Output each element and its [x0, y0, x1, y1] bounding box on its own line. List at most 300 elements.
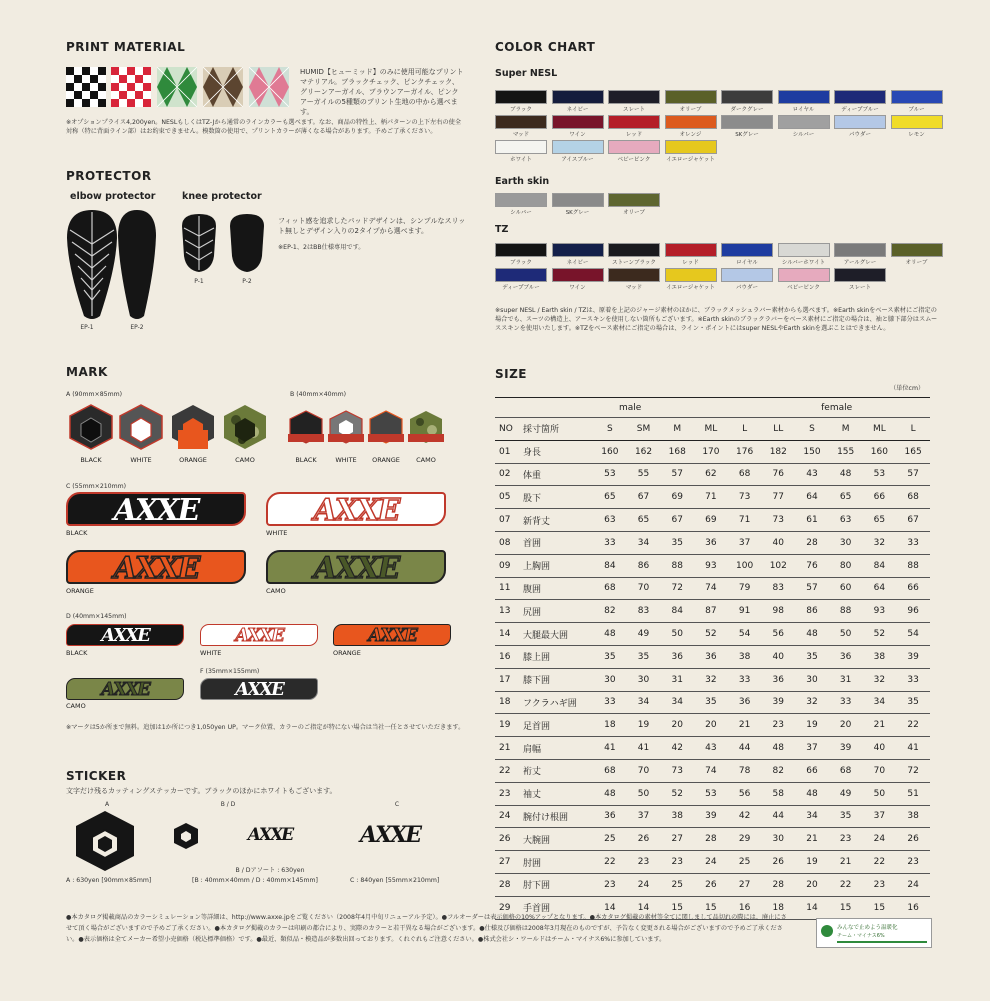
size-cell: 38 — [728, 645, 762, 668]
color-swatch — [891, 115, 943, 129]
size-cell: 67 — [660, 509, 694, 532]
table-row — [495, 828, 930, 851]
size-cell: 70 — [863, 759, 897, 782]
color-swatch-label: ロイヤル — [736, 260, 758, 266]
table-row — [495, 600, 930, 623]
size-cell: 96 — [896, 600, 930, 623]
table-row — [495, 691, 930, 714]
size-cell: 82 — [761, 759, 795, 782]
team-minus-rule — [837, 941, 927, 943]
size-col-header: 採寸箇所 — [523, 418, 593, 441]
mark-b-white-label: WHITE — [335, 456, 357, 464]
size-cell: 34 — [627, 531, 661, 554]
size-group-header — [495, 398, 930, 418]
size-cell: 84 — [593, 554, 627, 577]
color-swatch — [608, 140, 660, 154]
size-cell: 57 — [795, 577, 829, 600]
size-cell: 33 — [593, 531, 627, 554]
mark-d-black-logo: AXXE — [66, 624, 184, 646]
size-cell: 35 — [593, 645, 627, 668]
mark-d-camo-logo: AXXE — [66, 678, 184, 700]
size-cell: 33 — [896, 531, 930, 554]
size-cell: 27 — [728, 873, 762, 896]
size-cell: 40 — [863, 737, 897, 760]
size-cell: 56 — [761, 623, 795, 646]
p2-label: P-2 — [242, 278, 252, 285]
size-cell: 身長 — [523, 440, 593, 463]
size-cell: 32 — [863, 668, 897, 691]
color-swatch — [495, 193, 547, 207]
size-cell: 78 — [728, 759, 762, 782]
color-swatch-label: ベビーピンク — [617, 157, 651, 163]
size-cell: 71 — [728, 509, 762, 532]
size-cell: 64 — [795, 486, 829, 509]
size-cell: 19 — [795, 851, 829, 874]
size-cell: 裄丈 — [523, 759, 593, 782]
color-swatch — [721, 268, 773, 282]
size-cell: 14 — [795, 896, 829, 919]
elbow-protector-label: elbow protector — [70, 191, 156, 202]
mark-b-black-label: BLACK — [295, 456, 317, 464]
size-cell: 73 — [660, 759, 694, 782]
mark-c-orange-label: ORANGE — [66, 587, 94, 595]
team-minus-text2: チーム・マイナス6% — [837, 933, 885, 939]
size-cell: 28 — [694, 828, 728, 851]
color-swatch — [608, 243, 660, 257]
mark-title: MARK — [66, 365, 108, 379]
mark-a-black-label: BLACK — [80, 456, 102, 464]
size-cell: 52 — [694, 623, 728, 646]
color-swatch — [834, 115, 886, 129]
size-col-header: LL — [761, 418, 795, 441]
table-row — [495, 873, 930, 896]
size-cell: 36 — [593, 805, 627, 828]
color-swatch-label: パウダー — [736, 285, 758, 291]
size-cell: 大腿最大囲 — [523, 623, 593, 646]
size-cell: 40 — [761, 531, 795, 554]
mark-f-logo: AXXE — [200, 678, 318, 700]
size-cell: 32 — [863, 531, 897, 554]
mark-a-size: A (90mm×85mm) — [66, 391, 123, 398]
color-swatch — [721, 243, 773, 257]
color-swatch — [495, 115, 547, 129]
size-cell: 25 — [660, 873, 694, 896]
color-swatch — [665, 115, 717, 129]
size-cell: 14 — [627, 896, 661, 919]
size-cell: 61 — [795, 509, 829, 532]
size-cell: 35 — [896, 691, 930, 714]
male-header: male — [593, 398, 795, 418]
mark-d-camo-label: CAMO — [66, 702, 86, 710]
size-cell: 34 — [660, 691, 694, 714]
size-cell: 66 — [795, 759, 829, 782]
color-swatch-label: マッド — [512, 132, 530, 138]
size-cell: 69 — [694, 509, 728, 532]
size-cell: 38 — [863, 645, 897, 668]
size-cell: 15 — [829, 896, 863, 919]
size-cell: 膝下囲 — [523, 668, 593, 691]
size-cell: 23 — [863, 873, 897, 896]
size-cell: 160 — [593, 440, 627, 463]
size-cell: 23 — [593, 873, 627, 896]
size-cell: 84 — [863, 554, 897, 577]
size-cell: 23 — [495, 782, 523, 805]
table-row — [495, 737, 930, 760]
green-argyle-swatch — [157, 67, 197, 107]
size-cell: 88 — [829, 600, 863, 623]
size-cell: 52 — [660, 782, 694, 805]
mark-c-white-label: WHITE — [266, 529, 288, 537]
protector-desc: フィット感を追求したパッドデザインは、シンプルなスリット無しとデザイン入りの2タイプから選べます。 — [278, 217, 466, 235]
table-row — [495, 623, 930, 646]
size-cell: 23 — [761, 714, 795, 737]
size-cell: 73 — [761, 509, 795, 532]
size-cell: 84 — [660, 600, 694, 623]
color-swatch-label: マッド — [625, 285, 643, 291]
mark-a-camo — [222, 404, 268, 450]
color-swatch-label: SKグレー — [565, 210, 590, 216]
color-swatch — [778, 115, 830, 129]
size-cell: 34 — [863, 691, 897, 714]
size-cell: 36 — [660, 645, 694, 668]
color-swatch-label: オリーブ — [623, 210, 645, 216]
size-cell: 26 — [495, 828, 523, 851]
size-cell: 54 — [728, 623, 762, 646]
size-col-header: ML — [863, 418, 897, 441]
size-cell: 肘下囲 — [523, 873, 593, 896]
size-cell: 42 — [660, 737, 694, 760]
size-cell: 68 — [896, 486, 930, 509]
mark-b-camo-label: CAMO — [416, 456, 436, 464]
size-cell: 29 — [495, 896, 523, 919]
mark-b-orange — [368, 410, 404, 446]
ep1-elbow-pad — [62, 208, 122, 323]
color-swatch-label: ストーンブラック — [612, 260, 656, 266]
color-swatch — [665, 268, 717, 282]
color-swatch-label: レモン — [908, 132, 925, 138]
team-minus-text1: みんなで止めよう温暖化 — [837, 925, 898, 931]
size-cell: 26 — [694, 873, 728, 896]
sticker-bd-label: B / D — [220, 801, 236, 808]
mark-c-orange-logo: AXXE — [66, 550, 246, 584]
size-cell: 160 — [863, 440, 897, 463]
table-row — [495, 554, 930, 577]
table-row — [495, 486, 930, 509]
size-cell: 13 — [495, 600, 523, 623]
color-swatch-label: ディープブルー — [502, 285, 540, 291]
color-swatch — [608, 193, 660, 207]
color-swatch-label: オレンジ — [679, 132, 702, 138]
size-title: SIZE — [495, 367, 528, 381]
size-cell: 93 — [863, 600, 897, 623]
size-cell: 56 — [728, 782, 762, 805]
table-row — [495, 577, 930, 600]
mark-a-camo-label: CAMO — [235, 456, 255, 464]
size-unit: （単位cm） — [890, 385, 925, 392]
color-swatch-label: イエロージャケット — [666, 285, 715, 291]
color-swatch — [552, 268, 604, 282]
mark-c-black-label: BLACK — [66, 529, 88, 537]
size-cell: 28 — [761, 873, 795, 896]
size-cell: 首囲 — [523, 531, 593, 554]
color-swatch — [778, 243, 830, 257]
size-cell: 83 — [761, 577, 795, 600]
color-swatch — [608, 115, 660, 129]
color-swatch-label: ワイン — [569, 132, 586, 138]
size-cell: 63 — [829, 509, 863, 532]
size-cell: 足首囲 — [523, 714, 593, 737]
size-cell: 31 — [829, 668, 863, 691]
size-cell: 37 — [728, 531, 762, 554]
size-cell: 16 — [728, 896, 762, 919]
table-row — [495, 531, 930, 554]
size-cell: 150 — [795, 440, 829, 463]
size-cell: 48 — [795, 782, 829, 805]
size-cell: 60 — [829, 577, 863, 600]
size-cell: 76 — [761, 463, 795, 486]
size-cell: 48 — [593, 782, 627, 805]
color-swatch-label: アールグレー — [843, 260, 877, 266]
p2-knee-pad — [226, 212, 268, 274]
size-cell: 71 — [694, 486, 728, 509]
size-cell: 162 — [627, 440, 661, 463]
size-cell: 尻囲 — [523, 600, 593, 623]
size-cell: 30 — [829, 531, 863, 554]
size-cell: 65 — [829, 486, 863, 509]
pink-check-swatch — [111, 67, 151, 107]
sticker-d-logo: AXXE — [247, 825, 293, 845]
size-cell: 22 — [829, 873, 863, 896]
color-swatch — [778, 268, 830, 282]
size-cell: 25 — [728, 851, 762, 874]
size-cell: 23 — [660, 851, 694, 874]
size-cell: 79 — [728, 577, 762, 600]
size-cell: 36 — [761, 668, 795, 691]
size-cell: 16 — [495, 645, 523, 668]
size-cell: 38 — [896, 805, 930, 828]
color-swatch — [778, 90, 830, 104]
size-cell: 68 — [728, 463, 762, 486]
sticker-b-hex — [172, 822, 200, 850]
knee-protector-label: knee protector — [182, 191, 262, 202]
size-cell: 29 — [728, 828, 762, 851]
size-cell: 43 — [694, 737, 728, 760]
size-cell: 19 — [795, 714, 829, 737]
size-cell: 23 — [627, 851, 661, 874]
team-minus-badge — [816, 918, 932, 948]
mark-a-white — [118, 404, 164, 450]
size-cell: 22 — [495, 759, 523, 782]
black-check-swatch — [66, 67, 106, 107]
size-cell: 70 — [627, 759, 661, 782]
sticker-bd-price: B / Dアソート : 630yen — [235, 867, 305, 874]
color-swatch-label: レッド — [625, 132, 643, 138]
color-swatch-label: ダークグレー — [730, 107, 764, 113]
mark-a-white-label: WHITE — [130, 456, 152, 464]
size-cell: 22 — [593, 851, 627, 874]
mark-b-white — [328, 410, 364, 446]
size-cell: 93 — [694, 554, 728, 577]
size-cell: 腹囲 — [523, 577, 593, 600]
mark-b-black — [288, 410, 324, 446]
size-cell: 69 — [660, 486, 694, 509]
size-cell: 176 — [728, 440, 762, 463]
size-cell: 86 — [627, 554, 661, 577]
size-cell: 新背丈 — [523, 509, 593, 532]
table-row — [495, 440, 930, 463]
size-cell: 19 — [495, 714, 523, 737]
size-cell: 91 — [728, 600, 762, 623]
size-cell: 28 — [495, 873, 523, 896]
color-swatch-label: ベビーピンク — [787, 285, 820, 291]
mark-note: ※マークは5か所まで無料。追加は1か所につき1,050yen UP。マーク位置、カラーのご指定が特にない場合は当社一任とさせていただきます。 — [66, 724, 465, 731]
pink-argyle-swatch — [249, 67, 289, 107]
size-cell: 35 — [795, 645, 829, 668]
size-cell: 41 — [627, 737, 661, 760]
color-chart-note: ※super NESL / Earth skin / TZは、原着を上記のジャージ素材のほかに、ブラックメッシュラバー素材からも選べます。※Earth skinをベース素材にご指定の場合でも、スーツの構造上、アースキンを使用しない箇所もございます。※Earth skinのブラックラバーをベース素材にご指定の場合は、袖と膝下部分はスムーススキンを使用いたします。※TZをベース素材にご指定の場合は、ライン・ポイントにはsuper NESLやEarth skinを選ぶことはできません。 — [495, 307, 938, 332]
size-cell: 膝上囲 — [523, 645, 593, 668]
table-row — [495, 645, 930, 668]
color-swatch-label: ワイン — [569, 285, 586, 291]
print-material-title: PRINT MATERIAL — [66, 40, 186, 54]
color-swatch-label: アイスブルー — [561, 157, 594, 163]
sticker-c-price: C : 840yen [55mm×210mm] — [350, 877, 440, 884]
size-cell: 48 — [761, 737, 795, 760]
size-cell: 168 — [660, 440, 694, 463]
size-cell: 25 — [593, 828, 627, 851]
size-cell: 09 — [495, 554, 523, 577]
size-cell: 36 — [829, 645, 863, 668]
mark-a-orange — [170, 404, 216, 450]
size-cell: 50 — [863, 782, 897, 805]
color-swatch — [552, 140, 604, 154]
size-cell: 98 — [761, 600, 795, 623]
color-swatch-label: スレート — [622, 107, 645, 113]
size-cell: 37 — [627, 805, 661, 828]
size-cell: 02 — [495, 463, 523, 486]
size-col-header: S — [795, 418, 829, 441]
size-cell: 21 — [728, 714, 762, 737]
color-swatch-label: シルバー — [510, 210, 532, 216]
color-swatch — [495, 140, 547, 154]
color-swatch — [665, 90, 717, 104]
color-swatch — [552, 193, 604, 207]
size-cell: 49 — [829, 782, 863, 805]
size-col-header: M — [829, 418, 863, 441]
size-cell: 30 — [761, 828, 795, 851]
size-cell: 24 — [495, 805, 523, 828]
size-col-header: L — [896, 418, 930, 441]
size-cell: 68 — [593, 759, 627, 782]
print-material-desc: HUMID【ヒューミッド】のみに使用可能なプリントマテリアル。ブラックチェック、ピンクチェック、グリーンアーガイル、ブラウンアーガイル、ピンクアーガイルの5種類のプリント生地の中から選べます。 — [300, 68, 464, 116]
color-swatch — [495, 90, 547, 104]
ep1-label: EP-1 — [80, 324, 94, 331]
table-row — [495, 714, 930, 737]
size-cell: 26 — [761, 851, 795, 874]
color-swatch — [721, 115, 773, 129]
color-swatch-label: パウダー — [849, 132, 871, 138]
size-cell: 87 — [694, 600, 728, 623]
size-cell: 65 — [863, 509, 897, 532]
size-cell: 21 — [795, 828, 829, 851]
mark-c-camo-logo: AXXE — [266, 550, 446, 584]
size-cell: 68 — [829, 759, 863, 782]
p1-knee-pad — [178, 212, 220, 274]
protector-note: ※EP-1、2はBB仕様専用です。 — [278, 244, 365, 251]
size-cell: 07 — [495, 509, 523, 532]
size-col-header: L — [728, 418, 762, 441]
sticker-title: STICKER — [66, 769, 127, 783]
color-swatch-label: オリーブ — [679, 107, 702, 113]
mark-a-black — [68, 404, 114, 450]
size-cell: 50 — [660, 623, 694, 646]
size-cell: 肩幅 — [523, 737, 593, 760]
size-cell: 30 — [627, 668, 661, 691]
size-cell: 73 — [728, 486, 762, 509]
size-cell: 39 — [694, 805, 728, 828]
color-swatch-label: シルバー — [792, 132, 815, 138]
size-cell: 24 — [627, 873, 661, 896]
size-cell: 33 — [829, 691, 863, 714]
size-cell: 21 — [495, 737, 523, 760]
size-cell: 65 — [593, 486, 627, 509]
size-cell: 57 — [660, 463, 694, 486]
size-cell: 股下 — [523, 486, 593, 509]
size-cell: 41 — [896, 737, 930, 760]
size-col-header: NO — [495, 418, 523, 441]
size-cell: 肘囲 — [523, 851, 593, 874]
size-cell: 20 — [829, 714, 863, 737]
table-row — [495, 782, 930, 805]
size-cell: 23 — [829, 828, 863, 851]
size-cell: 23 — [896, 851, 930, 874]
sticker-a-hex — [74, 810, 136, 872]
size-cell: 62 — [694, 463, 728, 486]
size-cell: 48 — [593, 623, 627, 646]
size-cell: 21 — [829, 851, 863, 874]
size-cell: 15 — [694, 896, 728, 919]
size-cell: 手首囲 — [523, 896, 593, 919]
color-swatch — [495, 243, 547, 257]
tz-title: TZ — [495, 224, 509, 235]
color-swatch-label: スレート — [848, 285, 871, 291]
super-nesl-title: Super NESL — [495, 68, 558, 79]
color-swatch — [891, 243, 943, 257]
size-cell: 41 — [593, 737, 627, 760]
size-cell: 大腕囲 — [523, 828, 593, 851]
size-table — [495, 397, 930, 920]
size-cell: 39 — [829, 737, 863, 760]
table-row — [495, 509, 930, 532]
ep2-elbow-pad — [114, 208, 160, 323]
sticker-desc: 文字だけ残るカッティングステッカーです。ブラックのほかにホワイトもございます。 — [66, 787, 337, 795]
color-swatch — [665, 243, 717, 257]
color-swatch-label: ネイビー — [566, 107, 589, 113]
size-cell: 35 — [694, 691, 728, 714]
size-cell: 22 — [863, 851, 897, 874]
sticker-c-logo: AXXE — [360, 822, 420, 848]
size-cell: 53 — [694, 782, 728, 805]
size-cell: 182 — [761, 440, 795, 463]
size-cell: 19 — [627, 714, 661, 737]
sticker-a-label: A — [104, 801, 110, 808]
size-cell: 50 — [829, 623, 863, 646]
size-cell: 14 — [495, 623, 523, 646]
size-cell: 77 — [761, 486, 795, 509]
size-cell: 67 — [896, 509, 930, 532]
color-swatch-label: オリーブ — [905, 260, 928, 266]
mark-d-white-label: WHITE — [200, 649, 222, 657]
